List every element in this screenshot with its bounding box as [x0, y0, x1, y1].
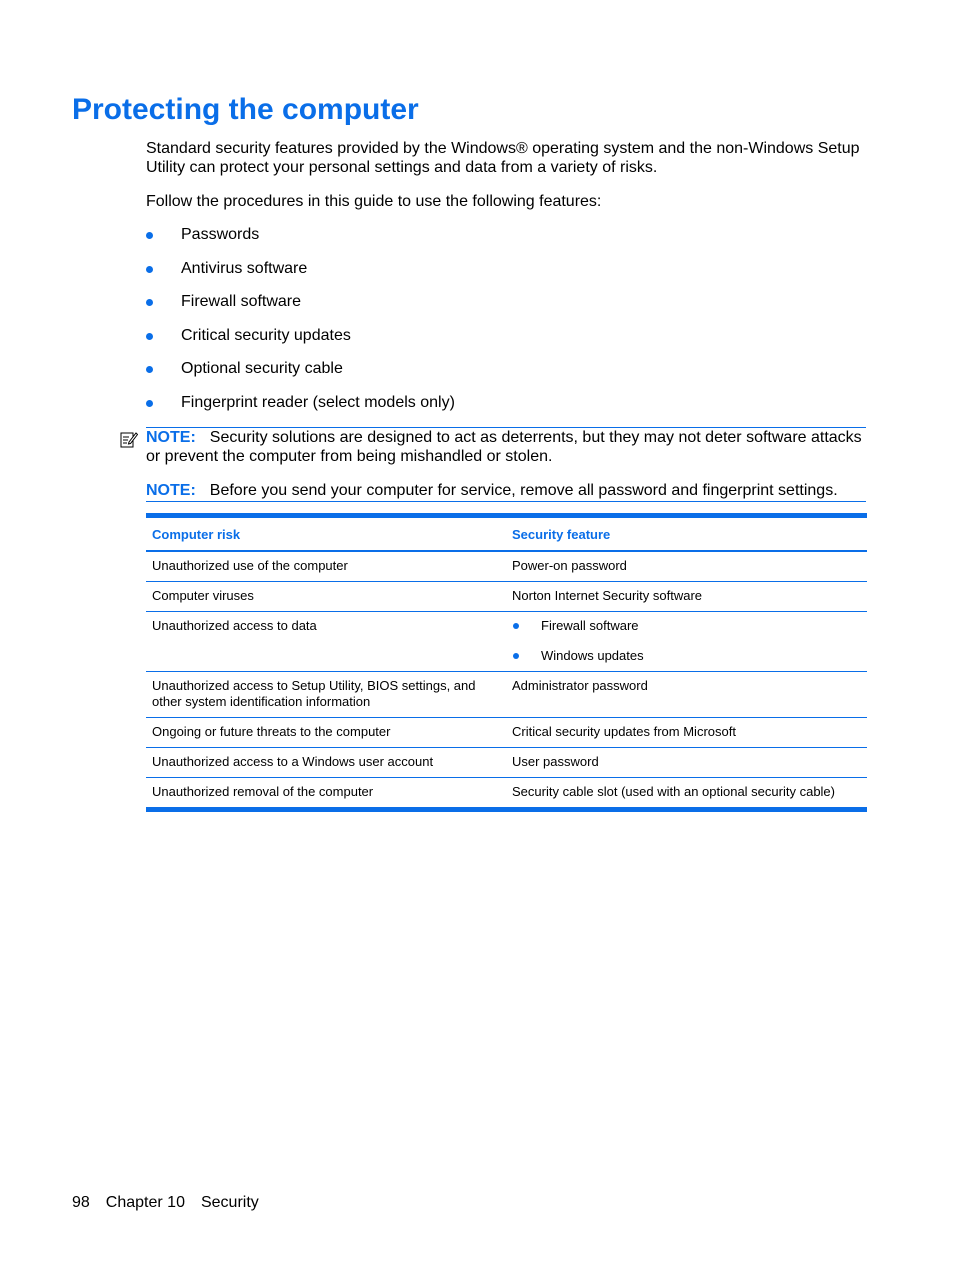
- bullet-icon: [146, 400, 153, 407]
- page-footer: [72, 1193, 275, 1212]
- risk-cell: Unauthorized access to a Windows user account: [152, 754, 434, 769]
- table-row: [146, 718, 867, 748]
- risk-cell: Unauthorized access to data: [152, 618, 317, 633]
- table-row: [146, 612, 867, 672]
- feature-cell: Administrator password: [512, 678, 648, 693]
- page-number: 98: [72, 1194, 90, 1211]
- feature-cell: Critical security updates from Microsoft: [512, 724, 736, 739]
- risk-cell: Computer viruses: [152, 588, 254, 603]
- intro-paragraph: Standard security features provided by the Windows® operating system and the non-Windows Setup Utility can protect your personal settings and data from a variety of risks.: [146, 140, 860, 176]
- bullet-icon: [513, 653, 519, 659]
- table-row: [146, 748, 867, 778]
- table-header-row: [146, 516, 867, 552]
- feature-cell: Norton Internet Security software: [512, 588, 703, 603]
- table-row: [146, 582, 867, 612]
- bullet-icon: [146, 266, 153, 273]
- note-2: NOTE: Before you send your computer for service, remove all password and fingerprint settings.: [146, 482, 838, 499]
- follow-paragraph: Follow the procedures in this guide to use the following features:: [146, 193, 602, 210]
- security-table: [146, 513, 867, 812]
- table-row: [146, 672, 867, 718]
- bullet-icon: [146, 366, 153, 373]
- bullet-icon: [513, 623, 519, 629]
- chapter-label: Chapter 10: [105, 1194, 185, 1211]
- feature-cell: User password: [512, 754, 599, 769]
- note-1: NOTE: Security solutions are designed to act as deterrents, but they may not deter software attacks or prevent the computer from being mishandled or stolen.: [146, 429, 862, 465]
- feature-cell: Power-on password: [512, 558, 627, 573]
- risk-cell: Unauthorized removal of the computer: [152, 784, 374, 799]
- section-label: Security: [200, 1194, 259, 1211]
- feature-cell: [506, 612, 867, 672]
- feature-cell: Security cable slot (used with an optional security cable): [512, 784, 835, 799]
- list-item: Windows updates: [512, 648, 861, 664]
- list-item: Firewall software: [512, 618, 861, 648]
- column-header-risk: Computer risk: [152, 527, 241, 542]
- note-pencil-icon: [120, 430, 138, 448]
- feature-list: [512, 618, 861, 664]
- table-row: [146, 551, 867, 582]
- risk-cell: Ongoing or future threats to the computer: [152, 724, 391, 739]
- bullet-icon: [146, 232, 153, 239]
- bullet-icon: [146, 333, 153, 340]
- column-header-feature: Security feature: [512, 527, 611, 542]
- risk-cell: Unauthorized access to Setup Utility, BIOS settings, and other system identification information: [152, 678, 476, 709]
- risk-cell: Unauthorized use of the computer: [152, 558, 348, 573]
- page-title: Protecting the computer: [72, 93, 419, 126]
- bullet-icon: [146, 299, 153, 306]
- table-row: [146, 778, 867, 810]
- note-divider: [146, 501, 866, 502]
